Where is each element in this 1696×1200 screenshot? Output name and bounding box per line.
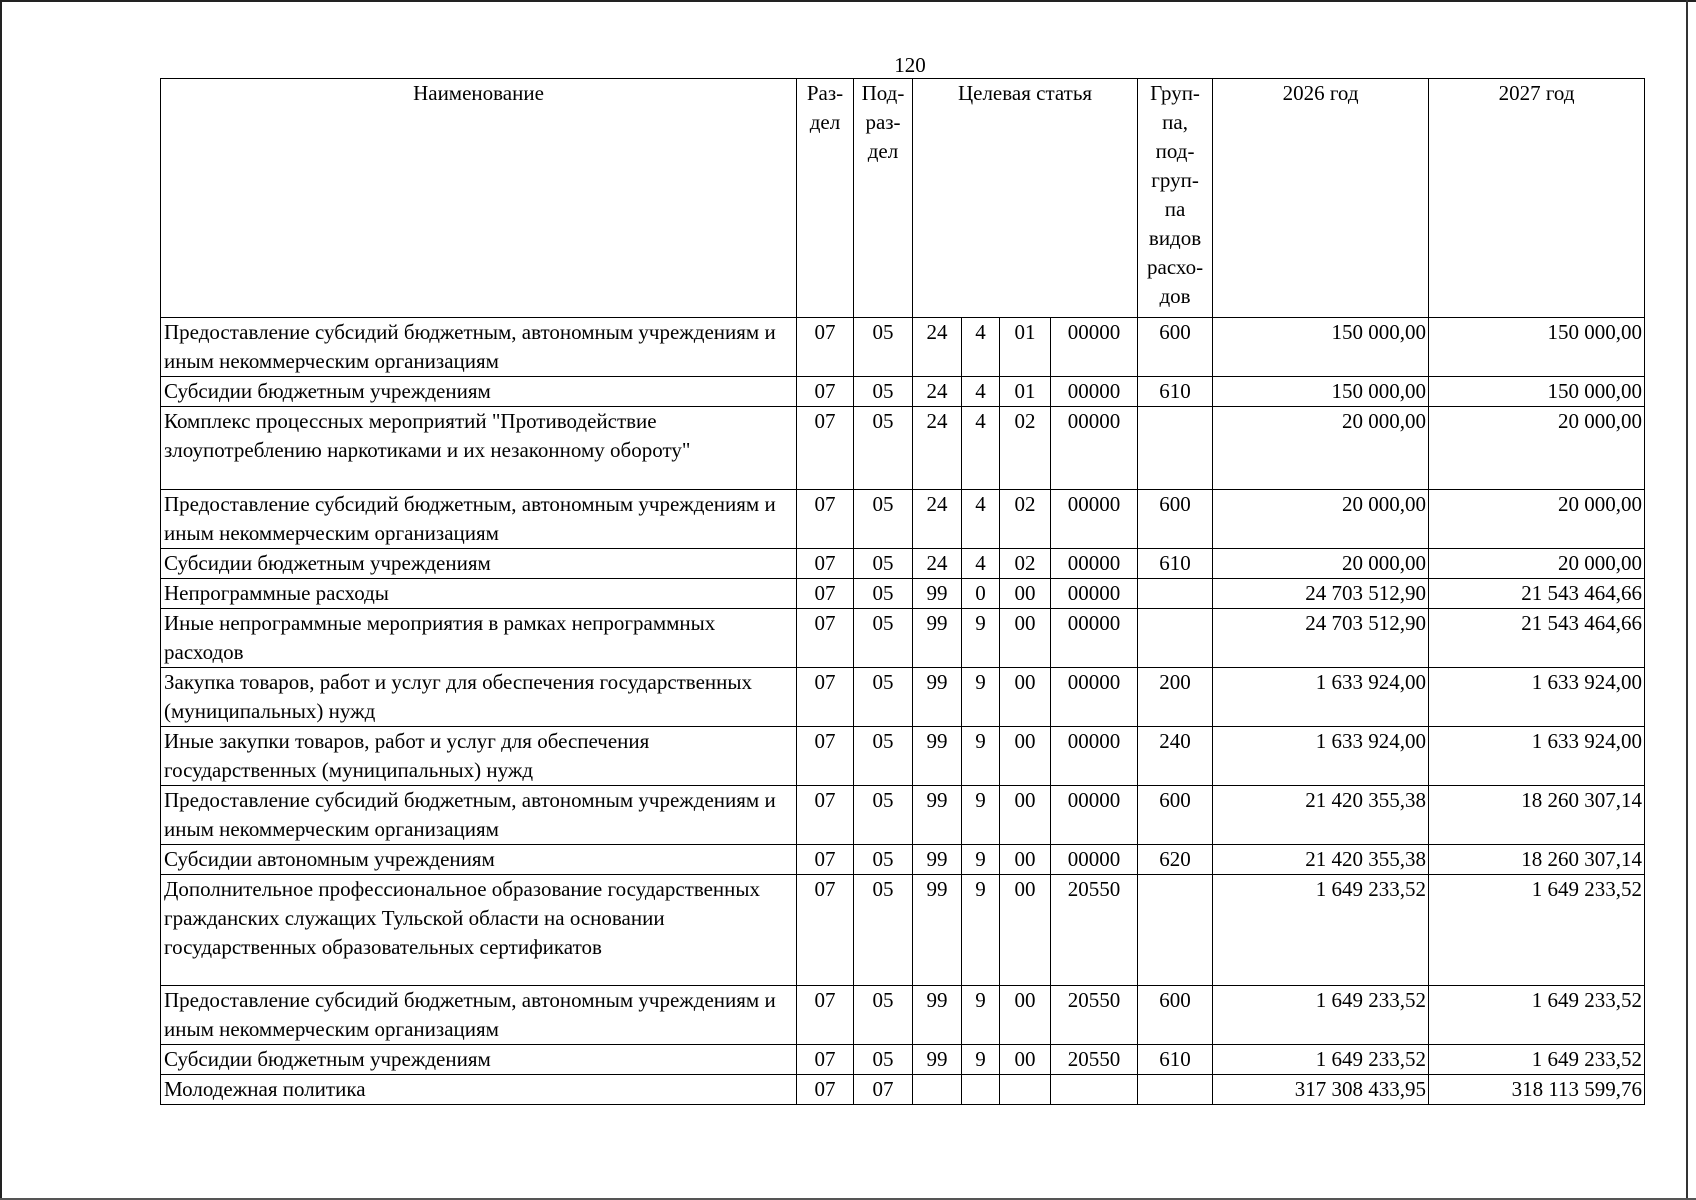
row-amount-2027: 20 000,00 — [1429, 407, 1645, 490]
header-subsection: Под- раз- дел — [854, 79, 913, 318]
table-row — [161, 668, 1645, 727]
row-expense-group: 600 — [1138, 490, 1213, 549]
table-row — [161, 579, 1645, 609]
row-name: Предоставление субсидий бюджетным, автономным учреждениям и иным некоммерческим организациям — [161, 318, 797, 377]
table-row — [161, 609, 1645, 668]
row-target-subprogram: 00 — [1000, 727, 1051, 786]
row-target-type: 4 — [962, 549, 1000, 579]
row-amount-2026: 150 000,00 — [1213, 318, 1429, 377]
row-amount-2026: 1 649 233,52 — [1213, 986, 1429, 1045]
row-amount-2027: 20 000,00 — [1429, 490, 1645, 549]
row-amount-2026: 20 000,00 — [1213, 490, 1429, 549]
row-target-direction: 00000 — [1051, 786, 1138, 845]
row-target-subprogram: 00 — [1000, 845, 1051, 875]
row-target-direction: 20550 — [1051, 875, 1138, 986]
row-name: Закупка товаров, работ и услуг для обеспечения государственных (муниципальных) нужд — [161, 668, 797, 727]
row-name: Иные непрограммные мероприятия в рамках непрограммных расходов — [161, 609, 797, 668]
row-subsection: 05 — [854, 318, 913, 377]
table-row — [161, 318, 1645, 377]
row-target-direction: 00000 — [1051, 490, 1138, 549]
row-target-subprogram: 02 — [1000, 490, 1051, 549]
header-expense-group: Груп- па, под- груп- па видов расхо- дов — [1138, 79, 1213, 318]
row-target-program: 99 — [913, 579, 962, 609]
budget-table — [160, 78, 1645, 1105]
row-target-subprogram: 00 — [1000, 668, 1051, 727]
row-amount-2026: 1 649 233,52 — [1213, 1045, 1429, 1075]
row-amount-2027: 21 543 464,66 — [1429, 579, 1645, 609]
row-target-program: 24 — [913, 318, 962, 377]
row-target-program: 99 — [913, 875, 962, 986]
row-target-direction: 00000 — [1051, 609, 1138, 668]
header-name: Наименование — [161, 79, 797, 318]
row-amount-2027: 21 543 464,66 — [1429, 609, 1645, 668]
row-target-type: 0 — [962, 579, 1000, 609]
row-name: Иные закупки товаров, работ и услуг для обеспечения государственных (муниципальных) нужд — [161, 727, 797, 786]
row-name: Молодежная политика — [161, 1075, 797, 1105]
row-subsection: 05 — [854, 845, 913, 875]
row-amount-2026: 21 420 355,38 — [1213, 786, 1429, 845]
row-amount-2026: 1 633 924,00 — [1213, 727, 1429, 786]
table-row — [161, 407, 1645, 490]
row-expense-group: 610 — [1138, 377, 1213, 407]
row-name: Субсидии автономным учреждениям — [161, 845, 797, 875]
row-target-direction: 20550 — [1051, 1045, 1138, 1075]
row-section: 07 — [797, 609, 854, 668]
page-number: 120 — [894, 53, 926, 77]
row-target-direction: 00000 — [1051, 727, 1138, 786]
row-expense-group: 600 — [1138, 986, 1213, 1045]
row-section: 07 — [797, 668, 854, 727]
row-section: 07 — [797, 786, 854, 845]
row-amount-2027: 18 260 307,14 — [1429, 786, 1645, 845]
row-name: Непрограммные расходы — [161, 579, 797, 609]
row-target-subprogram: 00 — [1000, 986, 1051, 1045]
row-target-type: 4 — [962, 490, 1000, 549]
row-expense-group — [1138, 875, 1213, 986]
row-section: 07 — [797, 377, 854, 407]
row-section: 07 — [797, 579, 854, 609]
row-target-type: 9 — [962, 786, 1000, 845]
row-target-subprogram: 00 — [1000, 1045, 1051, 1075]
row-target-subprogram: 00 — [1000, 609, 1051, 668]
row-amount-2027: 1 633 924,00 — [1429, 727, 1645, 786]
row-amount-2027: 1 633 924,00 — [1429, 668, 1645, 727]
row-target-type — [962, 1075, 1000, 1105]
row-target-direction: 00000 — [1051, 668, 1138, 727]
row-target-type: 9 — [962, 1045, 1000, 1075]
scan-right-edge — [1686, 0, 1688, 1200]
row-expense-group: 240 — [1138, 727, 1213, 786]
row-expense-group — [1138, 579, 1213, 609]
row-target-type: 9 — [962, 986, 1000, 1045]
row-target-subprogram: 02 — [1000, 407, 1051, 490]
row-target-program: 99 — [913, 1045, 962, 1075]
row-target-direction: 20550 — [1051, 986, 1138, 1045]
header-target-article: Целевая статья — [913, 79, 1138, 318]
header-year-2027: 2027 год — [1429, 79, 1645, 318]
row-subsection: 05 — [854, 727, 913, 786]
row-target-direction — [1051, 1075, 1138, 1105]
row-name: Предоставление субсидий бюджетным, автономным учреждениям и иным некоммерческим организациям — [161, 490, 797, 549]
row-target-type: 4 — [962, 407, 1000, 490]
row-subsection: 05 — [854, 579, 913, 609]
row-amount-2027: 318 113 599,76 — [1429, 1075, 1645, 1105]
row-target-type: 9 — [962, 875, 1000, 986]
row-section: 07 — [797, 407, 854, 490]
row-target-program: 99 — [913, 786, 962, 845]
row-amount-2026: 1 649 233,52 — [1213, 875, 1429, 986]
table-row — [161, 845, 1645, 875]
row-amount-2027: 20 000,00 — [1429, 549, 1645, 579]
row-name: Дополнительное профессиональное образование государственных гражданских служащих Тульской области на основании государственных образовательных сертификатов — [161, 875, 797, 986]
row-expense-group: 600 — [1138, 786, 1213, 845]
row-amount-2026: 317 308 433,95 — [1213, 1075, 1429, 1105]
table-row — [161, 875, 1645, 986]
row-target-type: 4 — [962, 318, 1000, 377]
row-name: Субсидии бюджетным учреждениям — [161, 1045, 797, 1075]
row-target-subprogram: 00 — [1000, 786, 1051, 845]
row-subsection: 07 — [854, 1075, 913, 1105]
row-target-program: 99 — [913, 986, 962, 1045]
row-section: 07 — [797, 875, 854, 986]
row-name: Предоставление субсидий бюджетным, автономным учреждениям и иным некоммерческим организациям — [161, 786, 797, 845]
row-section: 07 — [797, 727, 854, 786]
row-amount-2026: 24 703 512,90 — [1213, 579, 1429, 609]
row-amount-2027: 1 649 233,52 — [1429, 986, 1645, 1045]
row-expense-group: 610 — [1138, 549, 1213, 579]
table-row — [161, 1045, 1645, 1075]
row-section: 07 — [797, 986, 854, 1045]
row-subsection: 05 — [854, 377, 913, 407]
row-expense-group: 620 — [1138, 845, 1213, 875]
row-amount-2026: 150 000,00 — [1213, 377, 1429, 407]
row-target-program: 24 — [913, 407, 962, 490]
row-expense-group — [1138, 609, 1213, 668]
row-subsection: 05 — [854, 549, 913, 579]
row-target-program: 24 — [913, 490, 962, 549]
table-row — [161, 786, 1645, 845]
row-subsection: 05 — [854, 1045, 913, 1075]
row-subsection: 05 — [854, 407, 913, 490]
header-section: Раз- дел — [797, 79, 854, 318]
table-row — [161, 377, 1645, 407]
row-target-type: 9 — [962, 668, 1000, 727]
table-row — [161, 549, 1645, 579]
row-target-subprogram: 00 — [1000, 875, 1051, 986]
row-name: Субсидии бюджетным учреждениям — [161, 377, 797, 407]
row-expense-group — [1138, 407, 1213, 490]
row-section: 07 — [797, 490, 854, 549]
row-target-program: 99 — [913, 727, 962, 786]
row-target-subprogram: 00 — [1000, 579, 1051, 609]
row-expense-group: 600 — [1138, 318, 1213, 377]
row-target-direction: 00000 — [1051, 845, 1138, 875]
row-target-direction: 00000 — [1051, 407, 1138, 490]
row-target-type: 4 — [962, 377, 1000, 407]
row-section: 07 — [797, 318, 854, 377]
row-section: 07 — [797, 845, 854, 875]
row-subsection: 05 — [854, 986, 913, 1045]
row-target-direction: 00000 — [1051, 318, 1138, 377]
row-target-type: 9 — [962, 727, 1000, 786]
row-subsection: 05 — [854, 609, 913, 668]
row-subsection: 05 — [854, 490, 913, 549]
header-row — [161, 79, 1645, 318]
row-subsection: 05 — [854, 668, 913, 727]
row-amount-2026: 24 703 512,90 — [1213, 609, 1429, 668]
row-name: Субсидии бюджетным учреждениям — [161, 549, 797, 579]
row-target-direction: 00000 — [1051, 377, 1138, 407]
row-target-direction: 00000 — [1051, 549, 1138, 579]
row-amount-2027: 150 000,00 — [1429, 377, 1645, 407]
row-amount-2026: 20 000,00 — [1213, 549, 1429, 579]
table-row — [161, 490, 1645, 549]
row-target-type: 9 — [962, 609, 1000, 668]
row-amount-2027: 1 649 233,52 — [1429, 875, 1645, 986]
row-target-subprogram: 01 — [1000, 318, 1051, 377]
row-target-program: 99 — [913, 609, 962, 668]
row-target-subprogram: 02 — [1000, 549, 1051, 579]
row-amount-2027: 18 260 307,14 — [1429, 845, 1645, 875]
row-amount-2026: 21 420 355,38 — [1213, 845, 1429, 875]
table-row — [161, 986, 1645, 1045]
table-body — [161, 318, 1645, 1105]
row-target-type: 9 — [962, 845, 1000, 875]
row-target-direction: 00000 — [1051, 579, 1138, 609]
row-expense-group — [1138, 1075, 1213, 1105]
row-name: Предоставление субсидий бюджетным, автономным учреждениям и иным некоммерческим организациям — [161, 986, 797, 1045]
row-target-program: 24 — [913, 377, 962, 407]
row-target-program: 99 — [913, 845, 962, 875]
row-target-program: 24 — [913, 549, 962, 579]
row-amount-2026: 1 633 924,00 — [1213, 668, 1429, 727]
row-amount-2027: 150 000,00 — [1429, 318, 1645, 377]
row-section: 07 — [797, 1075, 854, 1105]
row-subsection: 05 — [854, 875, 913, 986]
row-expense-group: 610 — [1138, 1045, 1213, 1075]
row-amount-2026: 20 000,00 — [1213, 407, 1429, 490]
row-target-program — [913, 1075, 962, 1105]
row-subsection: 05 — [854, 786, 913, 845]
row-target-subprogram — [1000, 1075, 1051, 1105]
row-name: Комплекс процессных мероприятий "Противодействие злоупотреблению наркотиками и их незаконному обороту" — [161, 407, 797, 490]
row-amount-2027: 1 649 233,52 — [1429, 1045, 1645, 1075]
row-section: 07 — [797, 1045, 854, 1075]
table-row — [161, 1075, 1645, 1105]
row-target-subprogram: 01 — [1000, 377, 1051, 407]
row-section: 07 — [797, 549, 854, 579]
row-target-program: 99 — [913, 668, 962, 727]
row-expense-group: 200 — [1138, 668, 1213, 727]
table-row — [161, 727, 1645, 786]
header-year-2026: 2026 год — [1213, 79, 1429, 318]
